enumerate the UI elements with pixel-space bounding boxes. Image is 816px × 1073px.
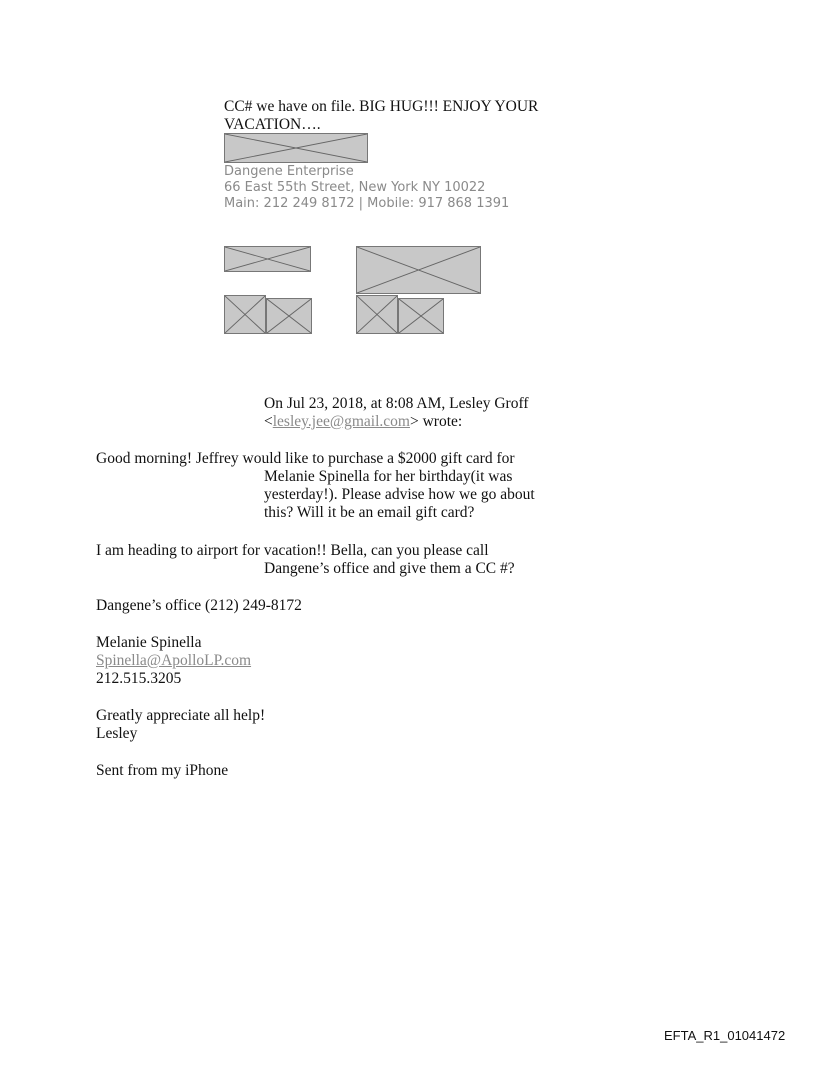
contact-email-link[interactable]: Spinella@ApolloLP.com <box>96 652 252 669</box>
image-placeholder <box>266 298 312 334</box>
quote-header-line: On Jul 23, 2018, at 8:08 AM, Lesley Groff <box>264 395 529 412</box>
body-text-line: Good morning! Jeffrey would like to purchase a $2000 gift card for <box>96 450 515 467</box>
image-placeholder <box>224 295 266 334</box>
image-placeholder <box>356 295 398 334</box>
logo-image-placeholder <box>224 133 368 163</box>
body-text-line: Melanie Spinella for her birthday(it was <box>264 468 513 485</box>
signature-company: Dangene Enterprise <box>224 164 354 179</box>
body-text-line: VACATION…. <box>224 116 321 133</box>
body-text-line: Dangene’s office and give them a CC #? <box>264 560 515 577</box>
quote-header-email-line <box>264 413 462 431</box>
body-text-line: I am heading to airport for vacation!! Bella, can you please call <box>96 542 489 559</box>
body-text-line: Greatly appreciate all help! <box>96 707 266 724</box>
email-link[interactable]: lesley.jee@gmail.com <box>272 413 410 430</box>
body-text-line: CC# we have on file. BIG HUG!!! ENJOY YOUR <box>224 98 539 115</box>
body-text-line: Dangene’s office (212) 249-8172 <box>96 597 302 614</box>
body-text-line: this? Will it be an email gift card? <box>264 504 475 521</box>
signature-phones: Main: 212 249 8172 | Mobile: 917 868 1391 <box>224 196 510 211</box>
signoff-name: Lesley <box>96 725 138 742</box>
image-placeholder <box>224 246 311 272</box>
sent-from-line: Sent from my iPhone <box>96 762 229 779</box>
contact-name: Melanie Spinella <box>96 634 202 651</box>
image-placeholder <box>356 246 481 294</box>
document-id: EFTA_R1_01041472 <box>664 1028 786 1043</box>
signature-address: 66 East 55th Street, New York NY 10022 <box>224 180 486 195</box>
contact-phone: 212.515.3205 <box>96 670 182 687</box>
quote-wrote: > wrote: <box>409 413 463 430</box>
body-text-line: yesterday!). Please advise how we go about <box>264 486 535 503</box>
image-placeholder <box>398 298 444 334</box>
quote-lt: < <box>264 413 273 430</box>
